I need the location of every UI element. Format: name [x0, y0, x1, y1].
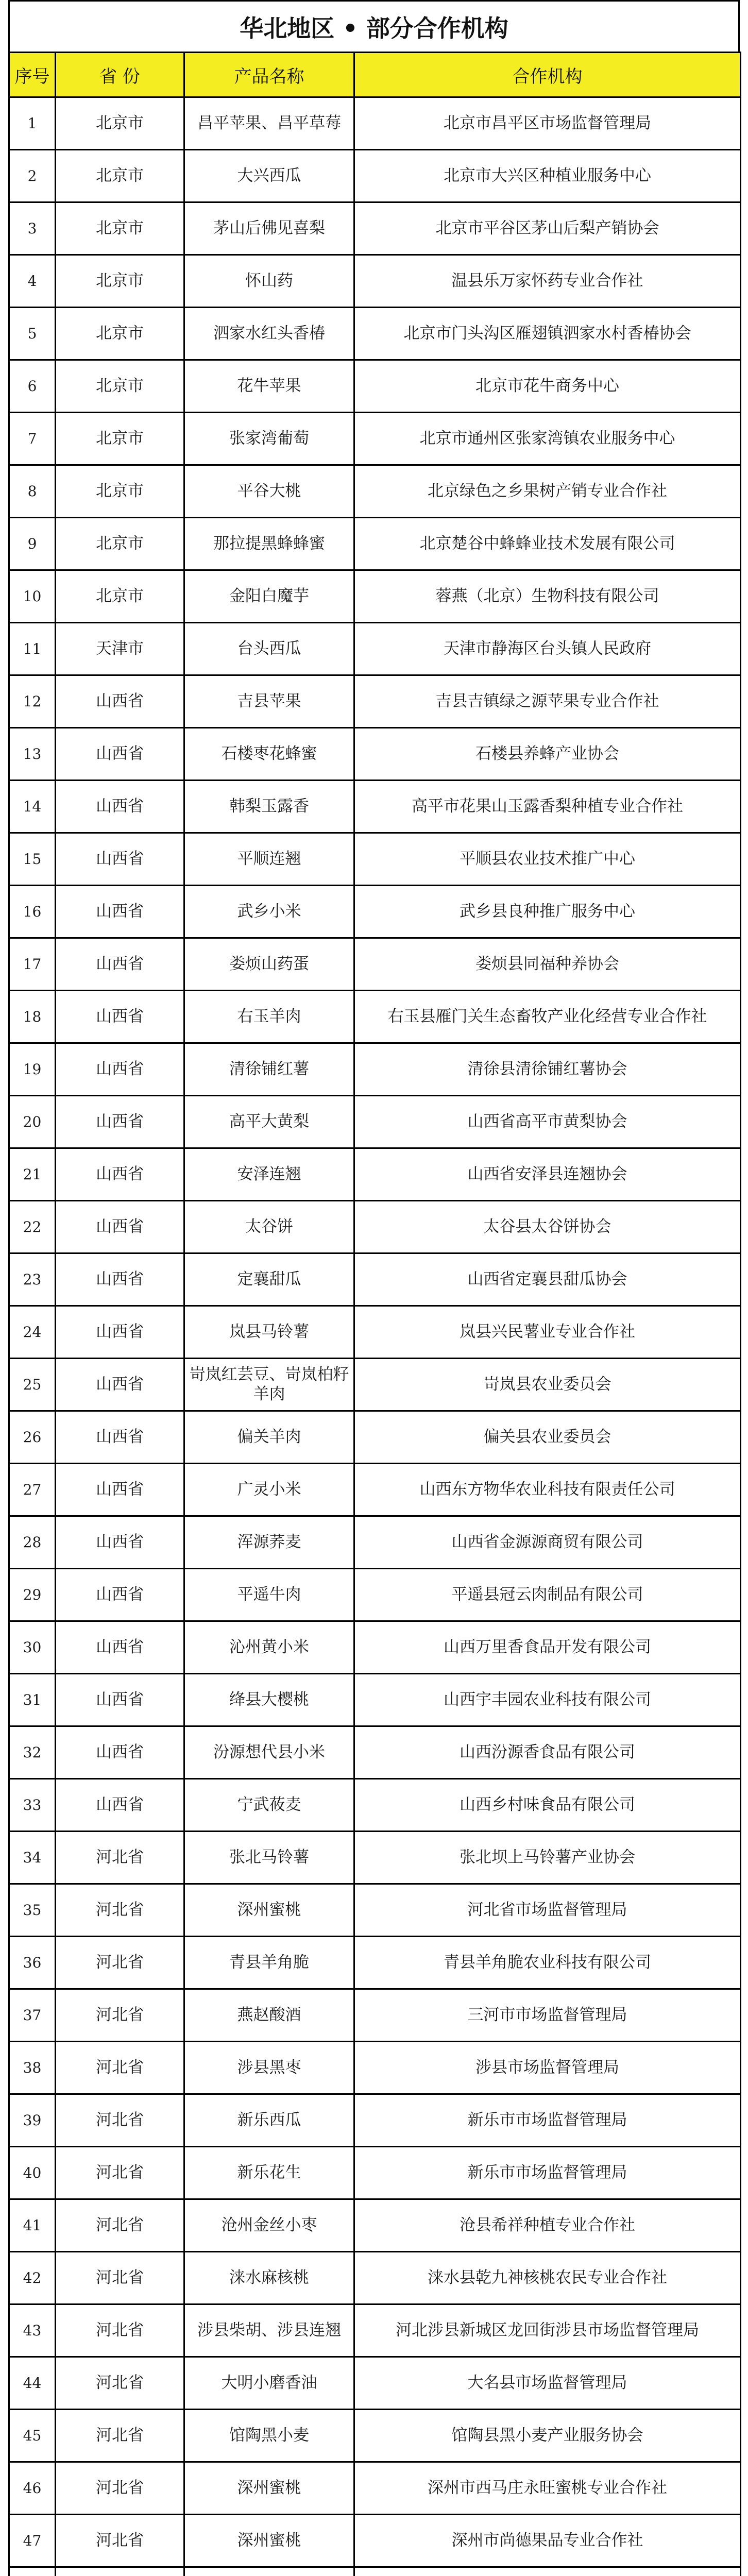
cell-product: 新乐花生 [184, 2147, 354, 2199]
cell-product: 娄烦山药蛋 [184, 938, 354, 991]
cell-organization: 岚县兴民薯业专业合作社 [354, 1306, 741, 1359]
cell-index: 24 [9, 1306, 56, 1359]
cell-province: 山西省 [56, 1411, 184, 1464]
table-row [9, 518, 741, 570]
cell-product: 广灵小米 [184, 1464, 354, 1516]
cell-index: 40 [9, 2147, 56, 2199]
cell-product: 石楼枣花蜂蜜 [184, 728, 354, 781]
cell-product: 金阳白魔芋 [184, 570, 354, 623]
table-row [9, 2515, 741, 2567]
cell-product: 那拉提黑蜂蜂蜜 [184, 518, 354, 570]
cell-province: 北京市 [56, 465, 184, 518]
cell-index: 17 [9, 938, 56, 991]
table-row [9, 675, 741, 728]
cell-index: 46 [9, 2462, 56, 2515]
header-province: 省 份 [56, 53, 184, 97]
cell-product: 太谷饼 [184, 1201, 354, 1253]
cell-product: 韩梨玉露香 [184, 781, 354, 833]
cell-product: 偏关羊肉 [184, 1411, 354, 1464]
cell-product: 深州蜜桃 [184, 2515, 354, 2567]
table-row [9, 1043, 741, 1096]
cell-organization: 石楼县养蜂产业协会 [354, 728, 741, 781]
cell-province: 山西省 [56, 1359, 184, 1411]
cell-index: 44 [9, 2357, 56, 2410]
cell-province: 河北省 [56, 1832, 184, 1884]
cell-index: 26 [9, 1411, 56, 1464]
cell-index: 35 [9, 1884, 56, 1937]
cell-province: 河北省 [56, 2042, 184, 2094]
cell-product: 岚县马铃薯 [184, 1306, 354, 1359]
cell-province: 北京市 [56, 570, 184, 623]
cell-organization: 清徐县清徐铺红薯协会 [354, 1043, 741, 1096]
cell-province: 北京市 [56, 150, 184, 202]
cell-province: 河北省 [56, 2147, 184, 2199]
cell-organization: 山西省金源源商贸有限公司 [354, 1516, 741, 1569]
cell-product: 吉县苹果 [184, 675, 354, 728]
cell-organization: 高平市花果山玉露香梨种植专业合作社 [354, 781, 741, 833]
cell-organization: 深州市尚德果品专业合作社 [354, 2515, 741, 2567]
cell-index: 14 [9, 781, 56, 833]
cell-index: 2 [9, 150, 56, 202]
cell-product: 深州蜜桃 [184, 1884, 354, 1937]
cell-province: 山西省 [56, 833, 184, 886]
cell-product: 涞水麻核桃 [184, 2252, 354, 2304]
cell-province: 山西省 [56, 728, 184, 781]
cell-index: 25 [9, 1359, 56, 1411]
cell-product: 浑源荞麦 [184, 1516, 354, 1569]
table-row [9, 2252, 741, 2304]
cell-province: 北京市 [56, 518, 184, 570]
table-row [9, 1148, 741, 1201]
cell-organization: 大名县市场监督管理局 [354, 2357, 741, 2410]
cell-index: 27 [9, 1464, 56, 1516]
cell-province: 河北省 [56, 2410, 184, 2462]
cell-index: 34 [9, 1832, 56, 1884]
table-row [9, 1884, 741, 1937]
cell-index: 30 [9, 1621, 56, 1674]
cell-province: 北京市 [56, 255, 184, 308]
cell-province: 山西省 [56, 1569, 184, 1621]
cell-index: 11 [9, 623, 56, 675]
cell-organization: 山西省定襄县甜瓜协会 [354, 1253, 741, 1306]
cell-organization: 平顺县农业技术推广中心 [354, 833, 741, 886]
cell-province: 山西省 [56, 991, 184, 1043]
table-row [9, 2567, 741, 2576]
cell-province: 山西省 [56, 1096, 184, 1148]
cell-organization: 馆陶县黑小麦产业服务协会 [354, 2410, 741, 2462]
cell-province: 山西省 [56, 1148, 184, 1201]
table-row [9, 1937, 741, 1989]
table-row [9, 255, 741, 308]
table-row [9, 150, 741, 202]
page-title: 华北地区 • 部分合作机构 [8, 0, 740, 52]
cell-product: 新乐西瓜 [184, 2094, 354, 2147]
table-row [9, 308, 741, 360]
cell-index: 28 [9, 1516, 56, 1569]
table-row [9, 1516, 741, 1569]
cell-organization: 北京市门头沟区雁翅镇泗家水村香椿协会 [354, 308, 741, 360]
cell-index: 3 [9, 202, 56, 255]
cell-product: 绛县大樱桃 [184, 1674, 354, 1726]
cell-province [56, 2567, 184, 2576]
table-row [9, 1989, 741, 2042]
cell-organization: 涉县市场监督管理局 [354, 2042, 741, 2094]
table-row [9, 1779, 741, 1832]
cell-index: 42 [9, 2252, 56, 2304]
cell-province: 山西省 [56, 1674, 184, 1726]
cell-province: 山西省 [56, 675, 184, 728]
table-row [9, 2304, 741, 2357]
cell-index: 18 [9, 991, 56, 1043]
cell-product: 汾源想代县小米 [184, 1726, 354, 1779]
cell-product: 平谷大桃 [184, 465, 354, 518]
cell-organization: 山西宇丰园农业科技有限公司 [354, 1674, 741, 1726]
table-row [9, 2410, 741, 2462]
cell-organization: 山西东方物华农业科技有限责任公司 [354, 1464, 741, 1516]
cell-index: 36 [9, 1937, 56, 1989]
cell-organization: 娄烦县同福种养协会 [354, 938, 741, 991]
table-row [9, 2094, 741, 2147]
cell-organization: 河北涉县新城区龙回街涉县市场监督管理局 [354, 2304, 741, 2357]
cell-index: 20 [9, 1096, 56, 1148]
cell-organization: 吉县吉镇绿之源苹果专业合作社 [354, 675, 741, 728]
table-row [9, 728, 741, 781]
cell-organization: 偏关县农业委员会 [354, 1411, 741, 1464]
cell-organization: 北京市通州区张家湾镇农业服务中心 [354, 413, 741, 465]
cell-organization: 山西省高平市黄梨协会 [354, 1096, 741, 1148]
cooperation-table [8, 52, 741, 2576]
cell-index: 5 [9, 308, 56, 360]
cell-organization: 山西汾源香食品有限公司 [354, 1726, 741, 1779]
cell-index: 41 [9, 2199, 56, 2252]
table-row [9, 2147, 741, 2199]
cell-index: 9 [9, 518, 56, 570]
cell-index: 38 [9, 2042, 56, 2094]
cell-organization: 山西万里香食品开发有限公司 [354, 1621, 741, 1674]
cell-organization: 张北坝上马铃薯产业协会 [354, 1832, 741, 1884]
cell-organization: 山西省安泽县连翘协会 [354, 1148, 741, 1201]
cell-organization: 右玉县雁门关生态畜牧产业化经营专业合作社 [354, 991, 741, 1043]
cell-organization: 武乡县良种推广服务中心 [354, 886, 741, 938]
cell-province: 山西省 [56, 886, 184, 938]
cell-organization: 新乐市市场监督管理局 [354, 2147, 741, 2199]
table-row [9, 360, 741, 413]
table-row [9, 2199, 741, 2252]
cell-index: 15 [9, 833, 56, 886]
cell-province: 河北省 [56, 2515, 184, 2567]
cell-product: 花牛苹果 [184, 360, 354, 413]
table-row [9, 413, 741, 465]
cell-product: 泗家水红头香椿 [184, 308, 354, 360]
cell-index: 6 [9, 360, 56, 413]
table-header-row [9, 53, 741, 97]
cell-province: 河北省 [56, 1884, 184, 1937]
cell-organization: 新乐市市场监督管理局 [354, 2094, 741, 2147]
table-row [9, 202, 741, 255]
cell-product: 馆陶黑小麦 [184, 2410, 354, 2462]
cell-province: 河北省 [56, 2094, 184, 2147]
cell-index: 4 [9, 255, 56, 308]
table-row [9, 1201, 741, 1253]
cell-province: 河北省 [56, 2252, 184, 2304]
cell-product: 沁州黄小米 [184, 1621, 354, 1674]
cell-province: 山西省 [56, 1043, 184, 1096]
cell-province: 北京市 [56, 413, 184, 465]
table-row [9, 1306, 741, 1359]
cell-organization: 北京市花牛商务中心 [354, 360, 741, 413]
table-row [9, 570, 741, 623]
cell-province: 北京市 [56, 202, 184, 255]
table-row [9, 97, 741, 150]
cell-organization: 温县乐万家怀药专业合作社 [354, 255, 741, 308]
cell-product: 青县羊角脆 [184, 1937, 354, 1989]
cell-organization: 北京市平谷区茅山后梨产销协会 [354, 202, 741, 255]
cell-organization: 河北省市场监督管理局 [354, 1884, 741, 1937]
cell-index: 13 [9, 728, 56, 781]
cell-product: 茅山后佛见喜梨 [184, 202, 354, 255]
cell-organization: 北京绿色之乡果树产销专业合作社 [354, 465, 741, 518]
table-row [9, 1359, 741, 1411]
cell-product: 右玉羊肉 [184, 991, 354, 1043]
cell-index: 16 [9, 886, 56, 938]
cell-province: 北京市 [56, 360, 184, 413]
cell-index: 12 [9, 675, 56, 728]
cell-organization: 平遥县冠云肉制品有限公司 [354, 1569, 741, 1621]
cell-province: 北京市 [56, 97, 184, 150]
cell-index: 29 [9, 1569, 56, 1621]
cell-organization: 天津市静海区台头镇人民政府 [354, 623, 741, 675]
cell-index: 7 [9, 413, 56, 465]
cell-province: 山西省 [56, 1464, 184, 1516]
cell-index: 37 [9, 1989, 56, 2042]
table-row [9, 1726, 741, 1779]
cell-province: 山西省 [56, 1621, 184, 1674]
cell-organization: 北京楚谷中蜂蜂业技术发展有限公司 [354, 518, 741, 570]
cell-index: 19 [9, 1043, 56, 1096]
cell-index: 10 [9, 570, 56, 623]
cell-province: 山西省 [56, 1516, 184, 1569]
table-row [9, 886, 741, 938]
cell-product: 高平大黄梨 [184, 1096, 354, 1148]
cell-organization: 太谷县太谷饼协会 [354, 1201, 741, 1253]
cell-organization: 三河市市场监督管理局 [354, 1989, 741, 2042]
cell-index: 43 [9, 2304, 56, 2357]
cell-province: 河北省 [56, 2304, 184, 2357]
cell-product [184, 2567, 354, 2576]
header-product: 产品名称 [184, 53, 354, 97]
cell-product: 安泽连翘 [184, 1148, 354, 1201]
table-row [9, 991, 741, 1043]
cell-province: 山西省 [56, 1779, 184, 1832]
table-row [9, 1832, 741, 1884]
cell-index [9, 2567, 56, 2576]
cell-index: 21 [9, 1148, 56, 1201]
cell-index: 47 [9, 2515, 56, 2567]
cell-index: 32 [9, 1726, 56, 1779]
cell-index: 8 [9, 465, 56, 518]
cell-organization: 北京市昌平区市场监督管理局 [354, 97, 741, 150]
cell-province: 北京市 [56, 308, 184, 360]
cell-product: 宁武莜麦 [184, 1779, 354, 1832]
cell-province: 天津市 [56, 623, 184, 675]
cell-product: 张北马铃薯 [184, 1832, 354, 1884]
cell-index: 22 [9, 1201, 56, 1253]
cell-organization: 北京市大兴区种植业服务中心 [354, 150, 741, 202]
table-row [9, 938, 741, 991]
table-row [9, 2462, 741, 2515]
table-row [9, 833, 741, 886]
header-organization: 合作机构 [354, 53, 741, 97]
table-row [9, 2042, 741, 2094]
cell-product: 定襄甜瓜 [184, 1253, 354, 1306]
header-index: 序号 [9, 53, 56, 97]
table-row [9, 1569, 741, 1621]
cell-organization: 山西乡村味食品有限公司 [354, 1779, 741, 1832]
cell-index: 45 [9, 2410, 56, 2462]
cell-product: 武乡小米 [184, 886, 354, 938]
table-row [9, 1411, 741, 1464]
table-row [9, 781, 741, 833]
table-row [9, 1674, 741, 1726]
table-row [9, 1621, 741, 1674]
cell-product: 沧州金丝小枣 [184, 2199, 354, 2252]
cell-province: 山西省 [56, 938, 184, 991]
cell-product: 大明小磨香油 [184, 2357, 354, 2410]
cell-organization: 蓉燕（北京）生物科技有限公司 [354, 570, 741, 623]
cell-organization: 沧县希祥种植专业合作社 [354, 2199, 741, 2252]
table-row [9, 623, 741, 675]
cell-product: 怀山药 [184, 255, 354, 308]
cell-product: 昌平苹果、昌平草莓 [184, 97, 354, 150]
cell-province: 山西省 [56, 1306, 184, 1359]
cell-product: 深州蜜桃 [184, 2462, 354, 2515]
cell-organization [354, 2567, 741, 2576]
cell-organization: 深州市西马庄永旺蜜桃专业合作社 [354, 2462, 741, 2515]
cell-product: 台头西瓜 [184, 623, 354, 675]
table-row [9, 2357, 741, 2410]
cell-province: 山西省 [56, 1201, 184, 1253]
cell-province: 山西省 [56, 1253, 184, 1306]
cell-index: 23 [9, 1253, 56, 1306]
cell-province: 河北省 [56, 2357, 184, 2410]
table-row [9, 465, 741, 518]
cell-product: 燕赵酸酒 [184, 1989, 354, 2042]
cell-province: 河北省 [56, 2462, 184, 2515]
cell-product: 涉县柴胡、涉县连翘 [184, 2304, 354, 2357]
table-row [9, 1096, 741, 1148]
cell-organization: 青县羊角脆农业科技有限公司 [354, 1937, 741, 1989]
cell-province: 河北省 [56, 1937, 184, 1989]
cell-product: 涉县黑枣 [184, 2042, 354, 2094]
cell-organization: 涞水县乾九神核桃农民专业合作社 [354, 2252, 741, 2304]
cell-province: 河北省 [56, 2199, 184, 2252]
cell-index: 33 [9, 1779, 56, 1832]
cell-organization: 岢岚县农业委员会 [354, 1359, 741, 1411]
cell-product: 平顺连翘 [184, 833, 354, 886]
cell-product: 岢岚红芸豆、岢岚柏籽羊肉 [184, 1359, 354, 1411]
cell-product: 张家湾葡萄 [184, 413, 354, 465]
cell-product: 平遥牛肉 [184, 1569, 354, 1621]
cell-product: 清徐铺红薯 [184, 1043, 354, 1096]
table-row [9, 1253, 741, 1306]
cell-index: 1 [9, 97, 56, 150]
cell-province: 山西省 [56, 1726, 184, 1779]
cell-province: 山西省 [56, 781, 184, 833]
cell-product: 大兴西瓜 [184, 150, 354, 202]
cell-index: 31 [9, 1674, 56, 1726]
cell-province: 河北省 [56, 1989, 184, 2042]
table-row [9, 1464, 741, 1516]
cell-index: 39 [9, 2094, 56, 2147]
